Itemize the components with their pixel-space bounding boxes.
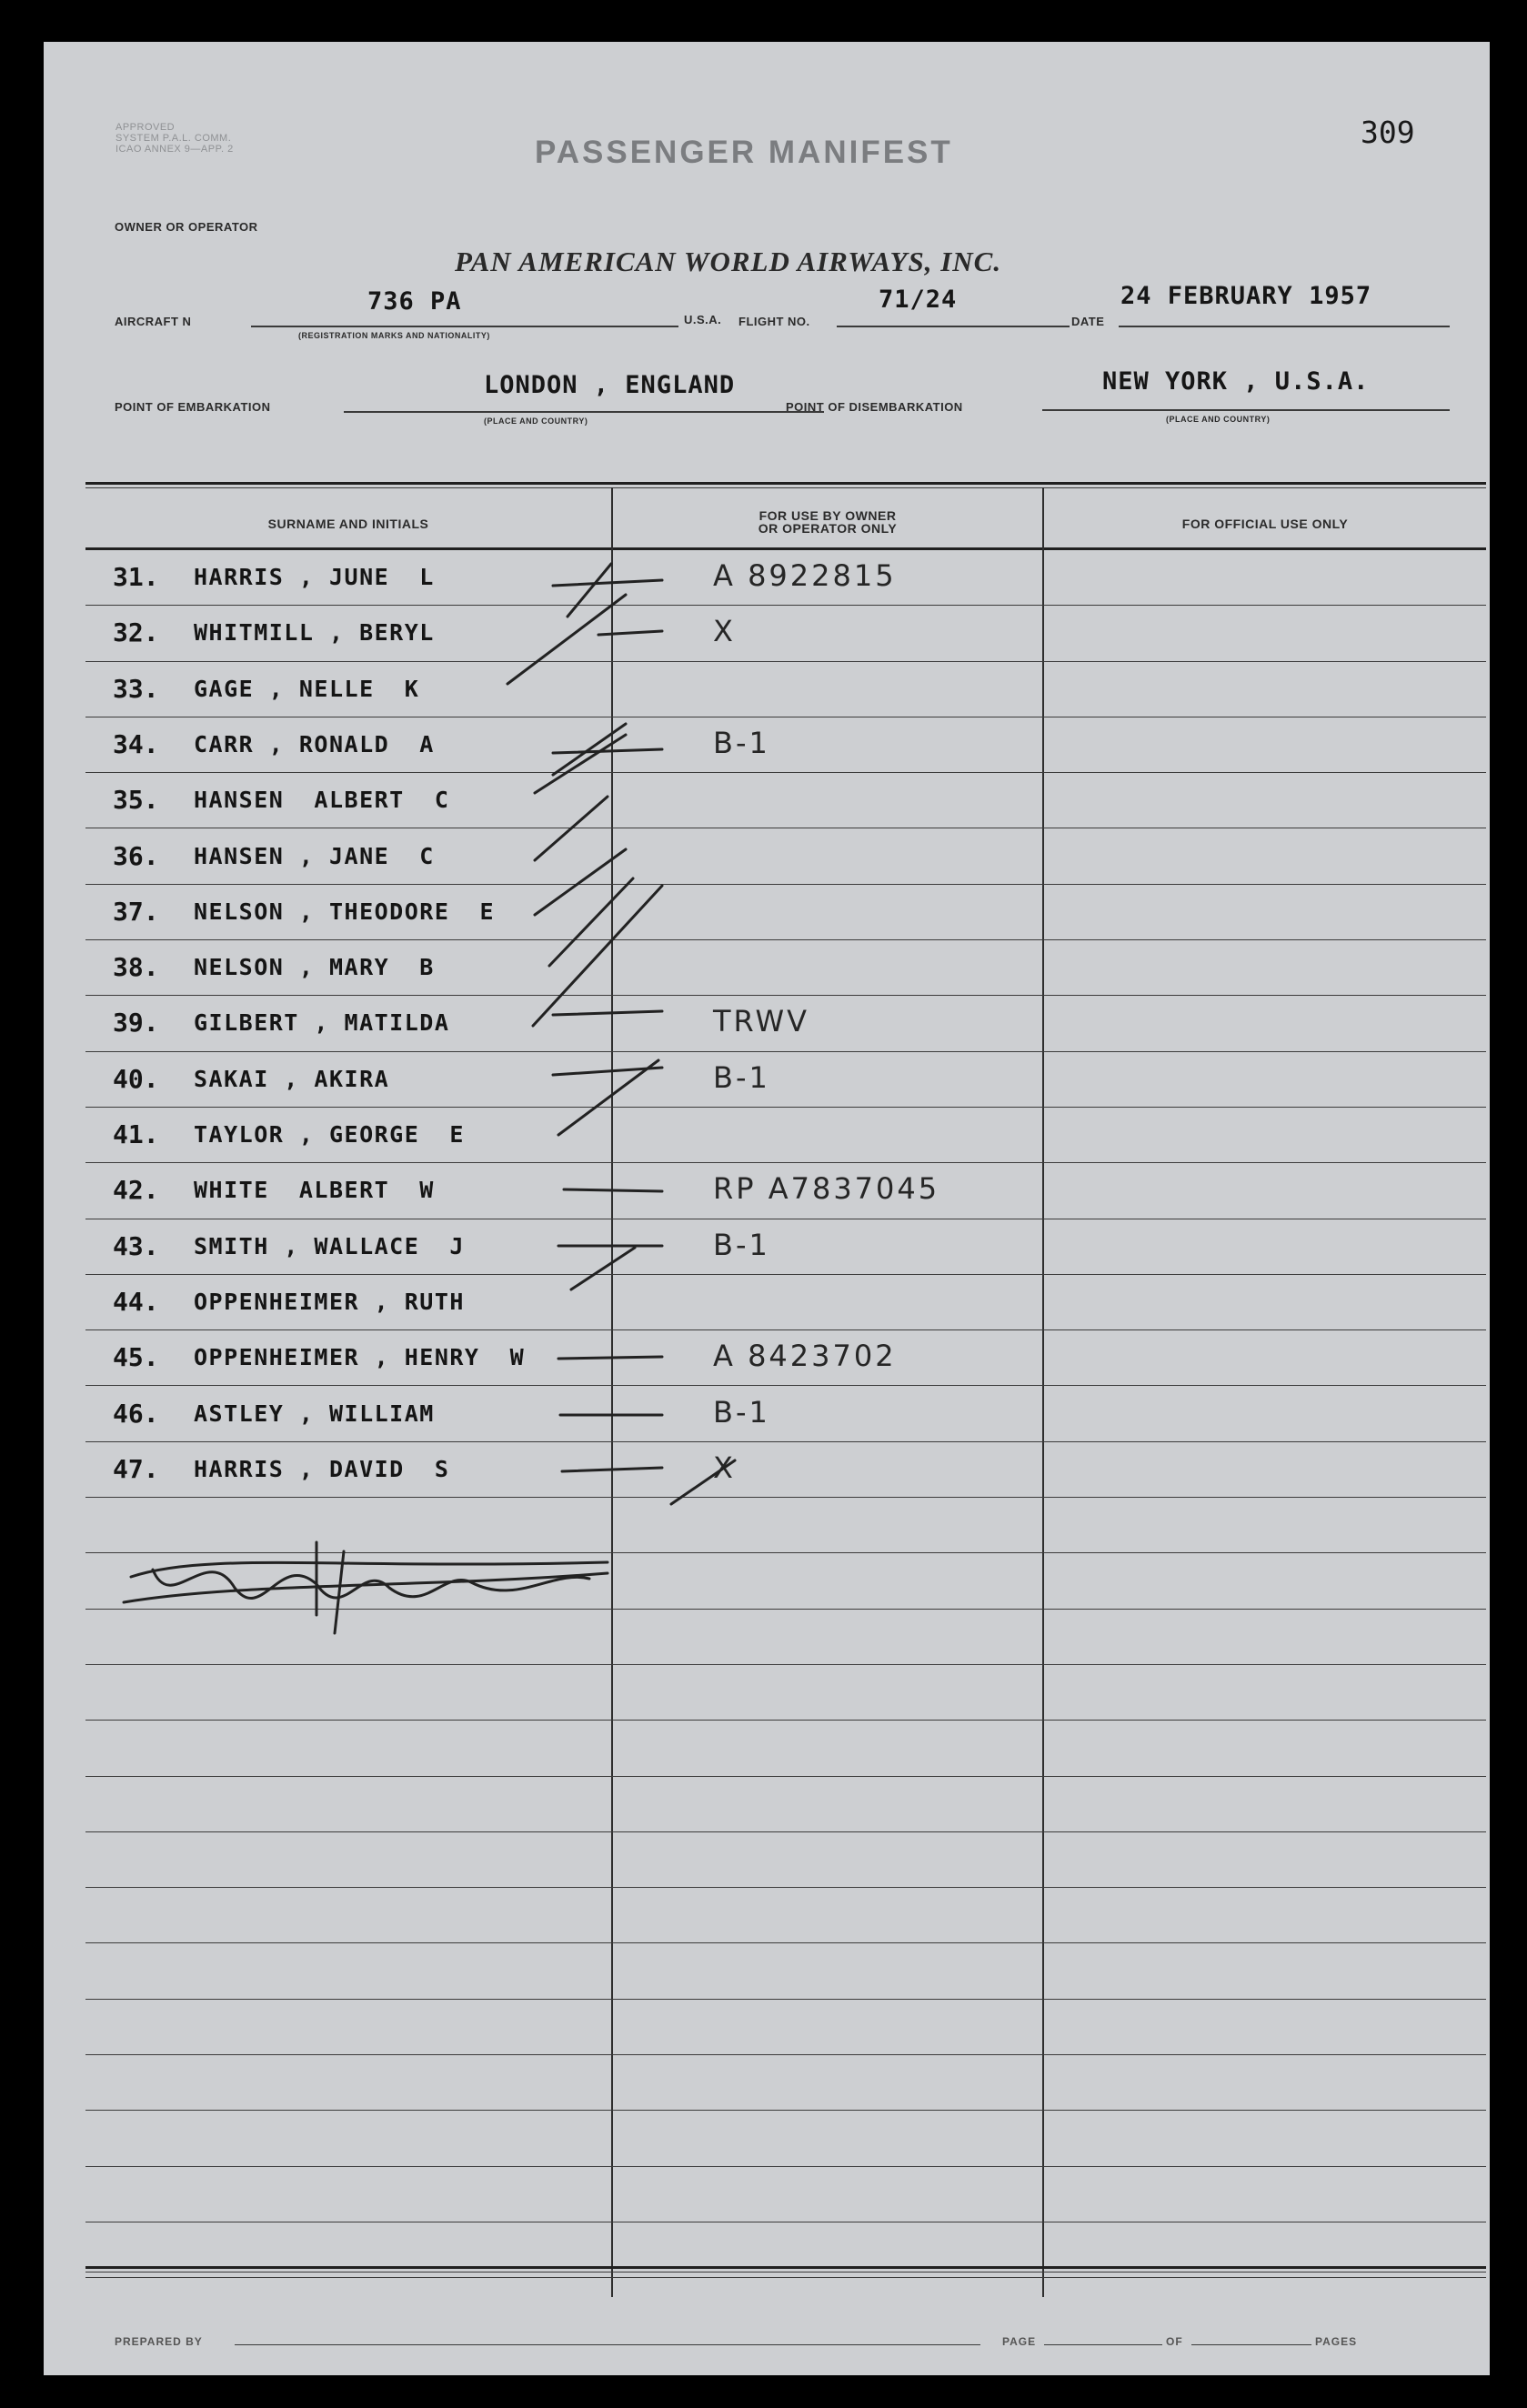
pen-stroke bbox=[562, 1468, 662, 1471]
passenger-name: HANSEN ALBERT C bbox=[194, 787, 450, 814]
owner-note: TRWV bbox=[713, 1004, 810, 1039]
owner-note: B-1 bbox=[713, 1394, 770, 1430]
date-value: 24 FEBRUARY 1957 bbox=[1120, 282, 1372, 310]
passenger-name: GAGE , NELLE K bbox=[194, 675, 420, 702]
row-number: 40. bbox=[113, 1063, 159, 1094]
passenger-name: CARR , RONALD A bbox=[194, 730, 435, 758]
date-label: DATE bbox=[1071, 315, 1105, 328]
embarkation-label: POINT OF EMBARKATION bbox=[115, 400, 271, 414]
passenger-name: TAYLOR , GEORGE E bbox=[194, 1121, 465, 1148]
pen-stroke bbox=[568, 564, 611, 617]
owner-note: B-1 bbox=[713, 1059, 770, 1095]
owner-note: A 8423702 bbox=[713, 1339, 897, 1374]
owner-label: OWNER OR OPERATOR bbox=[115, 220, 258, 234]
pen-stroke bbox=[571, 1248, 635, 1289]
table-bottom-rule-2 bbox=[85, 2272, 1486, 2273]
owner-note: X bbox=[713, 1450, 736, 1485]
pen-stroke bbox=[553, 724, 626, 775]
row-number: 41. bbox=[113, 1119, 159, 1149]
pen-stroke bbox=[507, 595, 626, 684]
pen-stroke bbox=[535, 735, 626, 793]
pen-stroke bbox=[564, 1189, 662, 1191]
passenger-name: SAKAI , AKIRA bbox=[194, 1065, 390, 1092]
row-number: 35. bbox=[113, 785, 159, 816]
approval-line: ICAO ANNEX 9—APP. 2 bbox=[116, 144, 234, 155]
pages-label: PAGES bbox=[1315, 2335, 1358, 2348]
row-number: 38. bbox=[113, 952, 159, 983]
flight-value: 71/24 bbox=[879, 286, 958, 314]
pen-stroke bbox=[535, 797, 608, 860]
column-header-owner-line: OR OPERATOR ONLY bbox=[758, 521, 898, 536]
row-number: 36. bbox=[113, 840, 159, 871]
passenger-name: SMITH , WALLACE J bbox=[194, 1232, 465, 1259]
usa-label: U.S.A. bbox=[684, 313, 722, 326]
column-header-owner-line: FOR USE BY OWNER bbox=[758, 508, 897, 523]
flight-label: FLIGHT NO. bbox=[738, 315, 810, 328]
pen-stroke bbox=[553, 1011, 662, 1015]
pen-stroke bbox=[558, 1357, 662, 1359]
passenger-name: WHITMILL , BERYL bbox=[194, 619, 435, 647]
passenger-name: HANSEN , JANE C bbox=[194, 842, 435, 869]
row-number: 33. bbox=[113, 673, 159, 704]
row-number: 32. bbox=[113, 617, 159, 648]
passenger-name: OPPENHEIMER , RUTH bbox=[194, 1288, 465, 1315]
pen-stroke bbox=[598, 631, 662, 635]
operator-name: PAN AMERICAN WORLD AIRWAYS, INC. bbox=[455, 246, 1002, 277]
aircraft-value: 736 PA bbox=[367, 287, 462, 316]
row-number: 31. bbox=[113, 562, 159, 592]
document-title: PASSENGER MANIFEST bbox=[535, 135, 953, 170]
row-number: 47. bbox=[113, 1453, 159, 1484]
pen-stroke bbox=[553, 749, 662, 753]
owner-note: RP A7837045 bbox=[713, 1171, 940, 1207]
page-underline bbox=[1044, 2344, 1162, 2345]
approval-line: SYSTEM P.A.L. COMM. bbox=[116, 133, 232, 144]
page-number: 309 bbox=[1361, 115, 1415, 150]
pen-stroke bbox=[671, 1460, 735, 1504]
registration-caption: (REGISTRATION MARKS AND NATIONALITY) bbox=[298, 331, 490, 340]
of-underline bbox=[1191, 2344, 1311, 2345]
row-number: 37. bbox=[113, 896, 159, 927]
prepared-by-label: PREPARED BY bbox=[115, 2335, 203, 2348]
embarkation-value: LONDON , ENGLAND bbox=[484, 371, 736, 399]
column-header-official: FOR OFFICIAL USE ONLY bbox=[1181, 517, 1349, 531]
passenger-name: NELSON , MARY B bbox=[194, 954, 435, 981]
owner-note: A 8922815 bbox=[713, 558, 897, 593]
row-number: 43. bbox=[113, 1230, 159, 1261]
pen-stroke bbox=[549, 878, 633, 966]
approval-line: APPROVED bbox=[116, 122, 176, 133]
pen-stroke bbox=[553, 580, 662, 586]
disembarkation-label: POINT OF DISEMBARKATION bbox=[786, 400, 963, 414]
prepared-by-underline bbox=[235, 2344, 980, 2345]
column-header-surname: SURNAME AND INITIALS bbox=[267, 517, 429, 531]
row-number: 42. bbox=[113, 1175, 159, 1206]
passenger-name: ASTLEY , WILLIAM bbox=[194, 1400, 435, 1427]
owner-note: X bbox=[713, 614, 736, 649]
pen-stroke bbox=[533, 886, 662, 1026]
page-label: PAGE bbox=[1002, 2335, 1037, 2348]
disembarkation-caption: (PLACE AND COUNTRY) bbox=[1166, 415, 1271, 424]
row-number: 46. bbox=[113, 1398, 159, 1429]
passenger-name: WHITE ALBERT W bbox=[194, 1177, 435, 1204]
row-number: 44. bbox=[113, 1286, 159, 1317]
of-label: OF bbox=[1166, 2335, 1183, 2348]
pen-stroke bbox=[535, 849, 626, 915]
row-number: 34. bbox=[113, 728, 159, 759]
embarkation-caption: (PLACE AND COUNTRY) bbox=[484, 416, 588, 426]
row-number: 39. bbox=[113, 1008, 159, 1038]
passenger-name: NELSON , THEODORE E bbox=[194, 898, 496, 925]
owner-note: B-1 bbox=[713, 1227, 770, 1262]
manifest-sheet bbox=[44, 42, 1490, 2375]
passenger-name: HARRIS , DAVID S bbox=[194, 1455, 450, 1482]
aircraft-label: AIRCRAFT N bbox=[115, 315, 192, 328]
passenger-name: HARRIS , JUNE L bbox=[194, 564, 435, 590]
row-number: 45. bbox=[113, 1342, 159, 1373]
owner-note: B-1 bbox=[713, 725, 770, 760]
passenger-name: OPPENHEIMER , HENRY W bbox=[194, 1344, 526, 1371]
passenger-name: GILBERT , MATILDA bbox=[194, 1009, 450, 1037]
handwritten-strokes bbox=[44, 42, 1490, 2375]
table-bottom-rule bbox=[85, 2266, 1486, 2269]
disembarkation-value: NEW YORK , U.S.A. bbox=[1102, 367, 1370, 396]
